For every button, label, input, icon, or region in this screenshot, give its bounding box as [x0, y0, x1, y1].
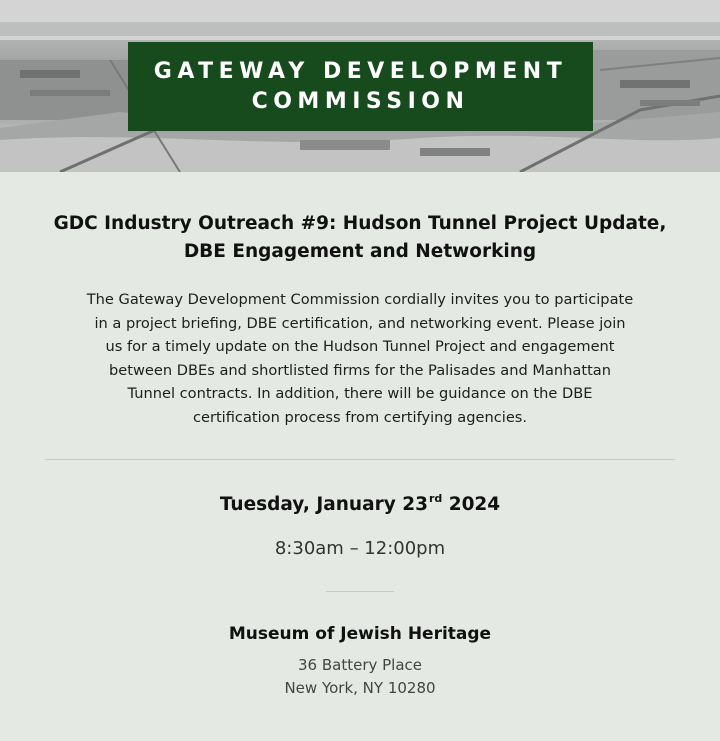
commission-banner [128, 42, 593, 131]
event-date-main: Tuesday, January 23 [219, 494, 428, 515]
event-date-suffix: rd [428, 492, 443, 505]
event-time: 8:30am – 12:00pm [274, 538, 446, 559]
event-title [40, 210, 680, 266]
venue-name: Museum of Jewish Heritage [228, 624, 492, 644]
description-line: us for a timely update on the Hudson Tunnel Project and engagement [105, 338, 615, 355]
banner-line-2: COMMISSION [251, 88, 470, 114]
section-divider [45, 459, 675, 460]
venue-address-line-1: 36 Battery Place [297, 656, 423, 674]
event-date [0, 492, 720, 515]
event-title-line-2: DBE Engagement and Networking [183, 241, 537, 262]
event-description [60, 288, 660, 429]
event-content [0, 210, 720, 700]
description-line: Tunnel contracts. In addition, there will be guidance on the DBE [127, 385, 593, 402]
description-line: in a project briefing, DBE certification, and networking event. Please join [94, 314, 626, 332]
hero-image [0, 0, 720, 172]
description-line: The Gateway Development Commission cordially invites you to participate [86, 291, 634, 308]
banner-line-1: GATEWAY DEVELOPMENT [153, 58, 568, 84]
venue-address-line-2: New York, NY 10280 [284, 679, 436, 697]
description-line: certification process from certifying agencies. [192, 408, 528, 426]
event-date-year: 2024 [442, 494, 501, 515]
short-divider [326, 591, 394, 592]
event-title-line-1: GDC Industry Outreach #9: Hudson Tunnel Project Update, [53, 213, 667, 234]
description-line: between DBEs and shortlisted firms for the Palisades and Manhattan [109, 361, 611, 379]
